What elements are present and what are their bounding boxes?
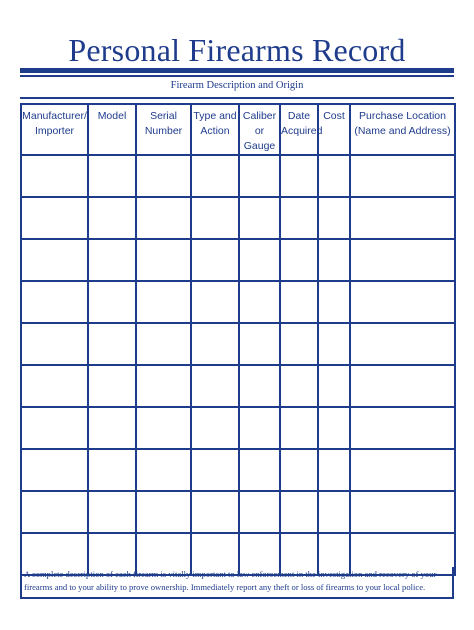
table-cell[interactable]	[318, 449, 350, 491]
footer-note: A complete description of each firearm is vitally important to law enforcement in the investigation and recovery of your firearms and to your ability to prove ownership. Immediately report any theft or loss of firearms to your local police.	[20, 567, 454, 599]
table-cell[interactable]	[191, 407, 239, 449]
table-cell[interactable]	[21, 197, 88, 239]
table-cell[interactable]	[21, 449, 88, 491]
table-cell[interactable]	[136, 449, 191, 491]
table-row	[21, 281, 455, 323]
section-heading: Firearm Description and Origin	[170, 80, 304, 91]
column-header-cost: Cost	[318, 104, 350, 155]
table-cell[interactable]	[280, 155, 318, 197]
table-row	[21, 323, 455, 365]
table-cell[interactable]	[88, 323, 136, 365]
table-cell[interactable]	[239, 365, 280, 407]
table-row	[21, 365, 455, 407]
firearms-table	[20, 103, 456, 576]
column-header-manufacturer: Manufacturer/ Importer	[21, 104, 88, 155]
table-cell[interactable]	[191, 491, 239, 533]
table-cell[interactable]	[21, 155, 88, 197]
column-header-serial-number: Serial Number	[136, 104, 191, 155]
table-cell[interactable]	[239, 407, 280, 449]
table-cell[interactable]	[191, 239, 239, 281]
table-cell[interactable]	[280, 239, 318, 281]
table-cell[interactable]	[88, 491, 136, 533]
title-divider-thick	[20, 68, 454, 73]
table-cell[interactable]	[350, 281, 455, 323]
table-row	[21, 449, 455, 491]
table-cell[interactable]	[88, 197, 136, 239]
table-cell[interactable]	[191, 449, 239, 491]
column-header-caliber-gauge: Caliber or Gauge	[239, 104, 280, 155]
table-cell[interactable]	[239, 449, 280, 491]
table-cell[interactable]	[318, 155, 350, 197]
table-cell[interactable]	[280, 491, 318, 533]
page-title: Personal Firearms Record	[68, 32, 406, 68]
table-cell[interactable]	[136, 239, 191, 281]
table-cell[interactable]	[136, 491, 191, 533]
table-cell[interactable]	[239, 239, 280, 281]
table-cell[interactable]	[350, 491, 455, 533]
table-cell[interactable]	[88, 407, 136, 449]
table-cell[interactable]	[318, 491, 350, 533]
table-cell[interactable]	[21, 491, 88, 533]
table-header-row	[21, 104, 455, 155]
table-cell[interactable]	[21, 323, 88, 365]
table-cell[interactable]	[88, 239, 136, 281]
table-row	[21, 155, 455, 197]
column-header-type-action: Type and Action	[191, 104, 239, 155]
table-cell[interactable]	[239, 197, 280, 239]
table-cell[interactable]	[350, 323, 455, 365]
table-cell[interactable]	[21, 239, 88, 281]
table-cell[interactable]	[136, 155, 191, 197]
table-row	[21, 197, 455, 239]
column-header-model: Model	[88, 104, 136, 155]
table-cell[interactable]	[88, 155, 136, 197]
table-row	[21, 491, 455, 533]
table-cell[interactable]	[280, 449, 318, 491]
table-cell[interactable]	[136, 365, 191, 407]
table-cell[interactable]	[191, 281, 239, 323]
column-header-purchase-location: Purchase Location (Name and Address)	[350, 104, 455, 155]
table-cell[interactable]	[318, 407, 350, 449]
table-cell[interactable]	[136, 197, 191, 239]
table-cell[interactable]	[239, 323, 280, 365]
table-cell[interactable]	[191, 323, 239, 365]
table-cell[interactable]	[136, 281, 191, 323]
table-cell[interactable]	[350, 197, 455, 239]
table-cell[interactable]	[239, 491, 280, 533]
table-cell[interactable]	[280, 281, 318, 323]
title-divider-thin	[20, 75, 454, 77]
table-cell[interactable]	[21, 365, 88, 407]
column-header-date-acquired: Date Acquired	[280, 104, 318, 155]
table-cell[interactable]	[280, 407, 318, 449]
table-cell[interactable]	[239, 155, 280, 197]
table-cell[interactable]	[88, 365, 136, 407]
table-cell[interactable]	[280, 323, 318, 365]
table-cell[interactable]	[350, 239, 455, 281]
table-cell[interactable]	[318, 365, 350, 407]
table-cell[interactable]	[136, 323, 191, 365]
table-cell[interactable]	[318, 239, 350, 281]
table-cell[interactable]	[318, 197, 350, 239]
table-cell[interactable]	[350, 407, 455, 449]
table-row	[21, 407, 455, 449]
table-body	[21, 155, 455, 575]
table-cell[interactable]	[318, 281, 350, 323]
table-cell[interactable]	[88, 281, 136, 323]
table-cell[interactable]	[21, 407, 88, 449]
table-row	[21, 239, 455, 281]
table-cell[interactable]	[136, 407, 191, 449]
table-cell[interactable]	[350, 155, 455, 197]
table-cell[interactable]	[191, 365, 239, 407]
table-cell[interactable]	[191, 197, 239, 239]
table-cell[interactable]	[191, 155, 239, 197]
table-cell[interactable]	[350, 449, 455, 491]
table-cell[interactable]	[280, 197, 318, 239]
table-cell[interactable]	[21, 281, 88, 323]
table-cell[interactable]	[280, 365, 318, 407]
table-cell[interactable]	[88, 449, 136, 491]
table-cell[interactable]	[350, 365, 455, 407]
table-cell[interactable]	[239, 281, 280, 323]
table-cell[interactable]	[318, 323, 350, 365]
section-divider	[20, 97, 454, 99]
